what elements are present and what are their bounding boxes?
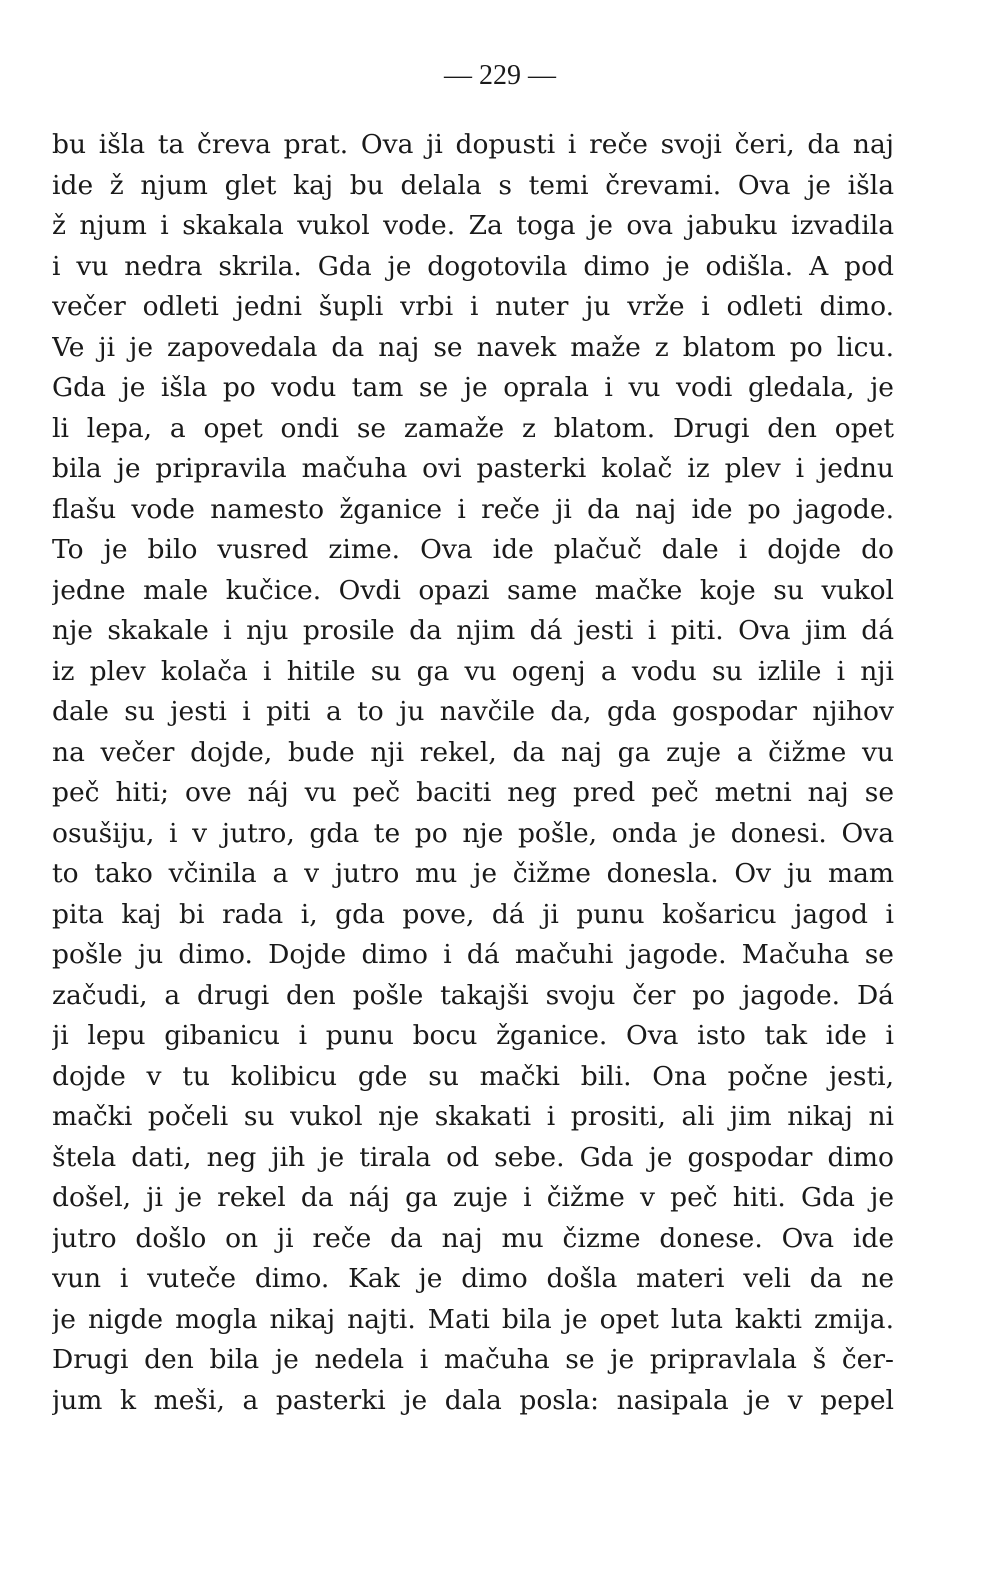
text-line: li lepa, a opet ondi se zamaže z blatom. Drugi den opet bbox=[52, 412, 894, 444]
text-line: Drugi den bila je nedela i mačuha se je pripravlala š čer- bbox=[52, 1344, 894, 1375]
text-line: peč hiti; ove náj vu peč baciti neg pred peč metni naj se bbox=[52, 777, 894, 808]
text-line: flašu vode namesto žganice i reče ji da naj ide po jagode. bbox=[52, 493, 894, 525]
text-line: bu išla ta čreva prat. Ova ji dopusti i reče svoji čeri, da naj bbox=[52, 129, 894, 160]
text-line: iz plev kolača i hitile su ga vu ogenj a vodu su izlile i nji bbox=[52, 655, 894, 687]
page-number: — 229 — bbox=[444, 60, 556, 91]
text-line: pita kaj bi rada i, gda pove, dá ji punu košaricu jagod i bbox=[52, 898, 894, 930]
text-line: došel, ji je rekel da náj ga zuje i čižme v peč hiti. Gda je bbox=[52, 1182, 894, 1213]
text-line: mački počeli su vukol nje skakati i prositi, ali jim nikaj ni bbox=[52, 1101, 894, 1132]
text-line: ide ž njum glet kaj bu delala s temi črevami. Ova je išla bbox=[52, 169, 894, 201]
text-line: vun i vuteče dimo. Kak je dimo došla materi veli da ne bbox=[52, 1263, 894, 1294]
body-text bbox=[52, 125, 894, 1421]
text-line: ž njum i skakala vukol vode. Za toga je ova jabuku izvadila bbox=[52, 210, 894, 241]
text-line: je nigde mogla nikaj najti. Mati bila je opet luta kakti zmija. bbox=[52, 1303, 894, 1335]
text-line: ji lepu gibanicu i punu bocu žganice. Ova isto tak ide i bbox=[52, 1020, 894, 1051]
text-line: to tako včinila a v jutro mu je čižme donesla. Ov ju mam bbox=[52, 858, 894, 889]
text-line: bila je pripravila mačuha ovi pasterki kolač iz plev i jednu bbox=[52, 453, 894, 484]
text-line: dojde v tu kolibicu gde su mački bili. Ona počne jesti, bbox=[52, 1060, 894, 1092]
text-line: jedne male kučice. Ovdi opazi same mačke koje su vukol bbox=[52, 574, 894, 606]
text-line: štela dati, neg jih je tirala od sebe. Gda je gospodar dimo bbox=[52, 1141, 894, 1173]
text-line: večer odleti jedni šupli vrbi i nuter ju vrže i odleti dimo. bbox=[52, 291, 894, 322]
text-line: na večer dojde, bude nji rekel, da naj ga zuje a čižme vu bbox=[52, 736, 894, 768]
text-line: osušiju, i v jutro, gda te po nje pošle, onda je donesi. Ova bbox=[52, 817, 894, 849]
text-line: i vu nedra skrila. Gda je dogotovila dimo je odišla. A pod bbox=[52, 250, 894, 282]
text-line: Ve ji je zapovedala da naj se navek maže z blatom po licu. bbox=[52, 331, 894, 363]
text-line: dale su jesti i piti a to ju navčile da, gda gospodar njihov bbox=[52, 696, 894, 727]
text-line: začudi, a drugi den pošle takajši svoju čer po jagode. Dá bbox=[52, 979, 894, 1011]
text-line: pošle ju dimo. Dojde dimo i dá mačuhi jagode. Mačuha se bbox=[52, 939, 894, 970]
text-line: jum k meši, a pasterki je dala posla: nasipala je v pepel bbox=[52, 1384, 894, 1416]
text-line: To je bilo vusred zime. Ova ide plačuč dale i dojde do bbox=[52, 534, 894, 565]
text-line: Gda je išla po vodu tam se je oprala i vu vodi gledala, je bbox=[52, 372, 894, 403]
text-line: jutro došlo on ji reče da naj mu čizme donese. Ova ide bbox=[52, 1222, 894, 1254]
text-line: nje skakale i nju prosile da njim dá jesti i piti. Ova jim dá bbox=[52, 615, 894, 646]
